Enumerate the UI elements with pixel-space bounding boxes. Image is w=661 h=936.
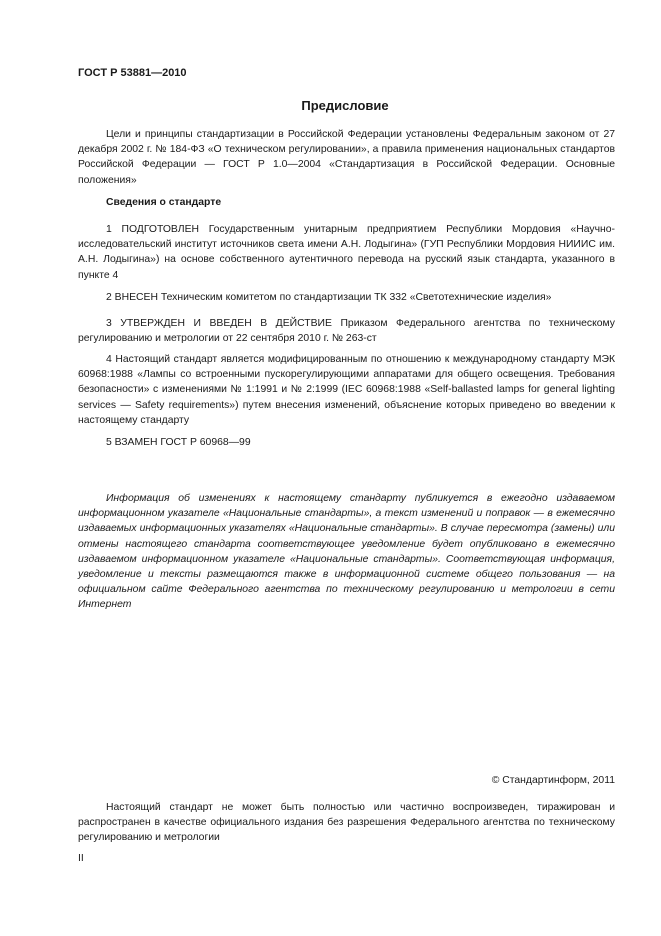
section-heading: Сведения о стандарте: [106, 197, 222, 208]
notice-paragraph: Информация об изменениях к настоящему стандарту публикуется в ежегодно издаваемом информационном указателе «Национальные стандарты», а текст изменений и поправок — в ежемесячно издаваемых информационных указателях «Национальные стандарты». В случае пересмотра (замены) или отмены настоящего стандарта соответствующее уведомление будет опубликовано в ежемесячно издаваемом информационном указателе «Национальные стандарты». Соответствующая информация, уведомление и тексты размещаются также в информационной системе общего пользования — на официальном сайте Федерального агентства по техническому регулированию и метрологии в сети Интернет: [78, 493, 615, 611]
item-3-paragraph: 3 УТВЕРЖДЕН И ВВЕДЕН В ДЕЙСТВИЕ Приказом Федерального агентства по техническому регулированию и метрологии от 22 сентября 2010 г. № 263-ст: [78, 318, 615, 345]
item-1-paragraph: 1 ПОДГОТОВЛЕН Государственным унитарным предприятием Республики Мордовия «Научно-исследовательский институт источников света имени А.Н. Лодыгина» (ГУП Республики Мордовия НИИИС им. А.Н. Лодыгина») на основе собственного аутентичного перевода на русский язык стандарта, указанного в пункте 4: [78, 224, 615, 281]
item-2-paragraph: 2 ВНЕСЕН Техническим комитетом по стандартизации ТК 332 «Светотехнические изделия»: [106, 292, 552, 303]
document-header: ГОСТ Р 53881—2010: [78, 67, 187, 79]
page-title: Предисловие: [301, 98, 389, 113]
page-number: II: [78, 853, 84, 864]
rights-paragraph: Настоящий стандарт не может быть полностью или частично воспроизведен, тиражирован и распространен в качестве официального издания без разрешения Федерального агентства по техническому регулированию и метрологии: [78, 802, 615, 844]
intro-paragraph: Цели и принципы стандартизации в Российской Федерации установлены Федеральным законом от 27 декабря 2002 г. № 184-ФЗ «О техническом регулировании», а правила применения национальных стандартов Российской Федерации — ГОСТ Р 1.0—2004 «Стандартизация в Российской Федерации. Основные положения»: [78, 129, 615, 186]
item-5-paragraph: 5 ВЗАМЕН ГОСТ Р 60968—99: [106, 437, 251, 448]
copyright-line: © Стандартинформ, 2011: [491, 775, 615, 786]
item-4-paragraph: 4 Настоящий стандарт является модифицированным по отношению к международному стандарту МЭК 60968:1988 «Лампы со встроенными пускорегулирующими аппаратами для общего освещения. Требования безопасности» с изменениями № 1:1991 и № 2:1999 (IEC 60968:1988 «Self-ballasted lamps for general lighting services — Safety requirements») путем внесения изменений, объяснение которых приведено во введении к настоящему стандарту: [78, 354, 615, 426]
